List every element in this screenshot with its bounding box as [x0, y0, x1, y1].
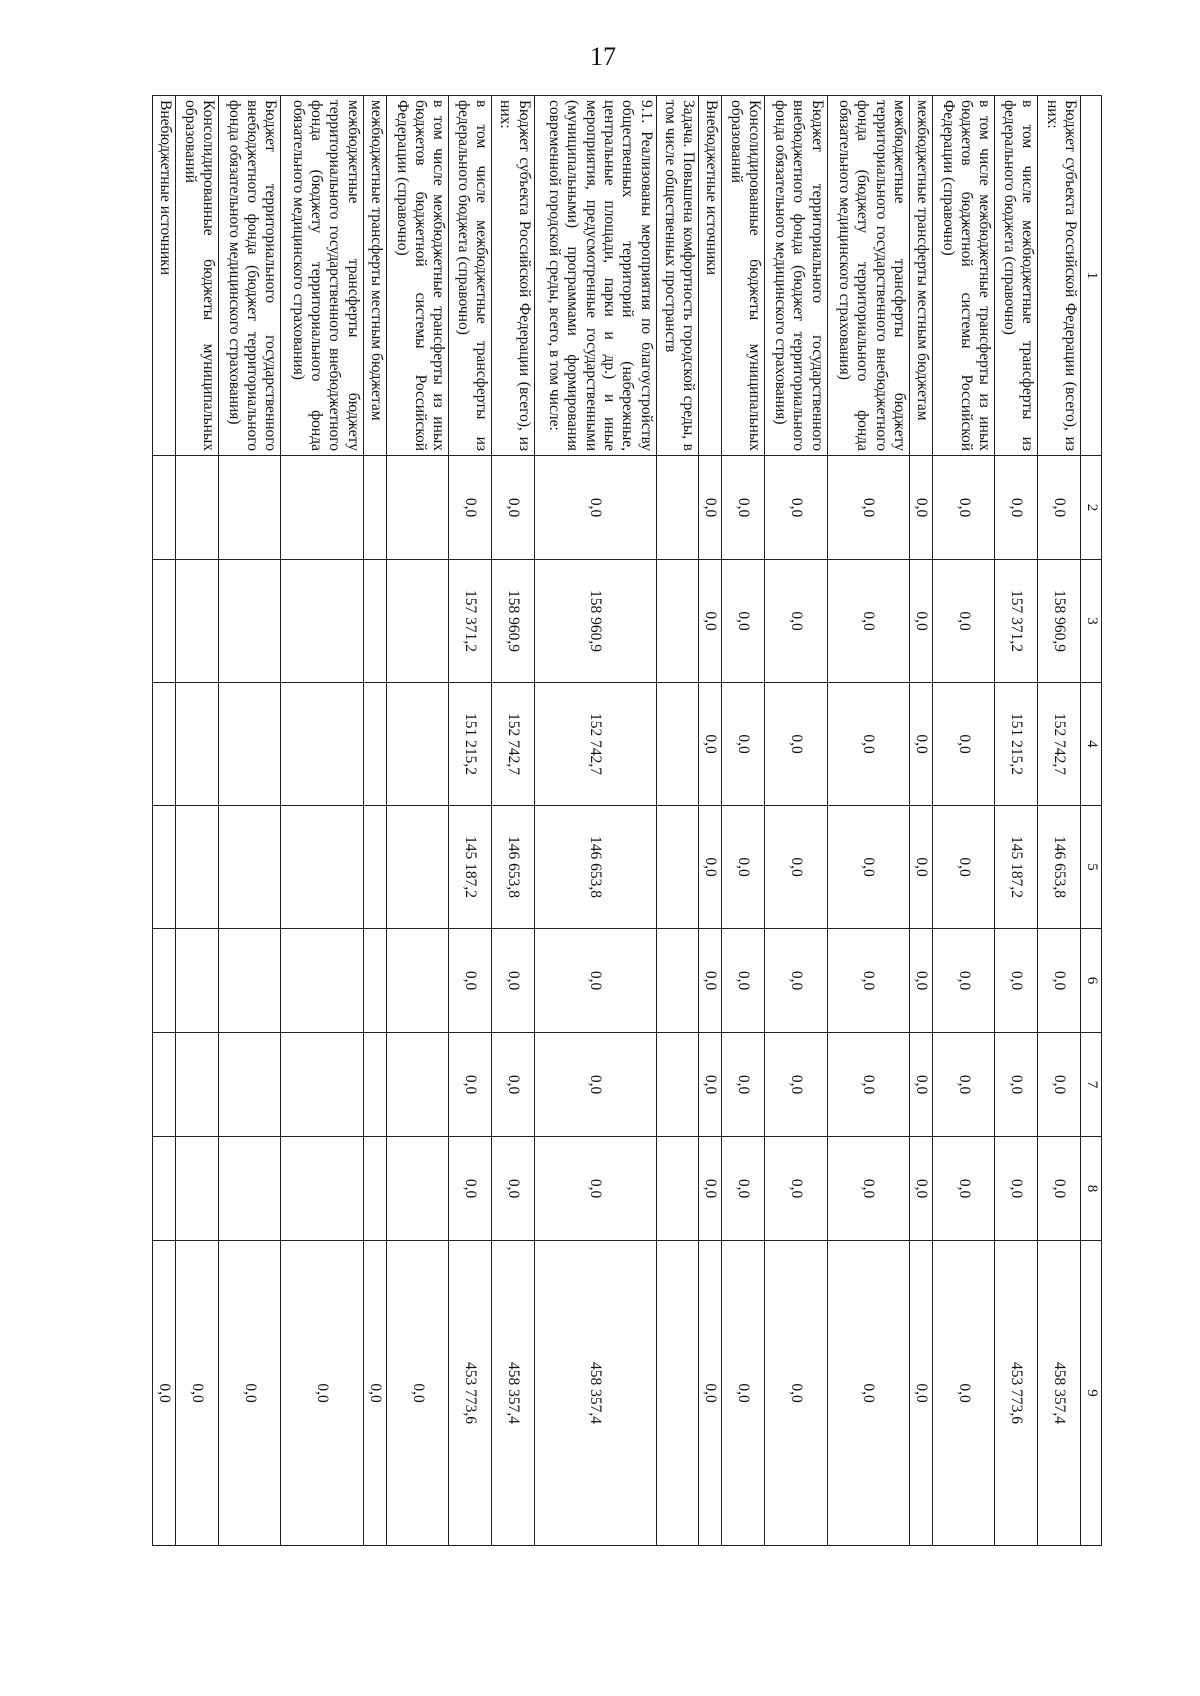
cell-value: 0,0: [827, 1241, 909, 1546]
cell-value: 0,0: [827, 456, 909, 560]
page-number-text: 17: [590, 42, 616, 71]
row-label: Внебюджетные источники: [153, 96, 176, 456]
cell-value: 0,0: [534, 1033, 656, 1137]
cell-value: 0,0: [722, 929, 765, 1033]
cell-value: 0,0: [492, 1137, 535, 1241]
cell-value: 0,0: [1038, 1137, 1081, 1241]
cell-value: 0,0: [534, 1137, 656, 1241]
budget-table: [152, 95, 1102, 1546]
cell-value: [176, 560, 219, 683]
cell-value: 458 357,4: [534, 1241, 656, 1546]
cell-value: [656, 1137, 699, 1241]
cell-value: 0,0: [699, 1137, 722, 1241]
cell-value: 0,0: [909, 1241, 932, 1546]
cell-value: 0,0: [932, 456, 995, 560]
cell-value: [656, 683, 699, 806]
cell-value: 158 960,9: [1038, 560, 1081, 683]
cell-value: 0,0: [827, 1137, 909, 1241]
cell-value: [176, 1137, 219, 1241]
cell-value: [386, 1137, 449, 1241]
row-label: Консолидированные бюджеты муниципальных образований: [176, 96, 219, 456]
cell-value: [281, 929, 363, 1033]
cell-value: 0,0: [932, 560, 995, 683]
cell-value: 0,0: [722, 1241, 765, 1546]
cell-value: [656, 1241, 699, 1546]
cell-value: 0,0: [995, 456, 1038, 560]
cell-value: 0,0: [281, 1241, 363, 1546]
cell-value: 0,0: [722, 1033, 765, 1137]
row-label: Внебюджетные источники: [699, 96, 722, 456]
cell-value: 0,0: [932, 806, 995, 929]
cell-value: [153, 560, 176, 683]
table-row: [932, 96, 995, 1546]
row-label: межбюджетные трансферты бюджету территориального государственного внебюджетного фонда (бюджету территориального фонда обязательного медицинского страхования): [827, 96, 909, 456]
column-header: 6: [1081, 929, 1102, 1033]
cell-value: [656, 456, 699, 560]
cell-value: 0,0: [995, 1137, 1038, 1241]
table-row: [492, 96, 535, 1546]
row-label: в том числе межбюджетные трансферты из иных бюджетов бюджетной системы Российской Федерации (справочно): [932, 96, 995, 456]
cell-value: [386, 560, 449, 683]
row-label: межбюджетные трансферты местным бюджетам: [363, 96, 386, 456]
cell-value: 0,0: [765, 929, 828, 1033]
cell-value: 0,0: [1038, 929, 1081, 1033]
cell-value: 0,0: [765, 683, 828, 806]
table-row: [699, 96, 722, 1546]
cell-value: 0,0: [932, 929, 995, 1033]
cell-value: 458 357,4: [492, 1241, 535, 1546]
table-row: [534, 96, 656, 1546]
cell-value: 152 742,7: [1038, 683, 1081, 806]
cell-value: 0,0: [492, 456, 535, 560]
cell-value: 145 187,2: [449, 806, 492, 929]
cell-value: 0,0: [699, 560, 722, 683]
cell-value: 0,0: [492, 929, 535, 1033]
cell-value: 152 742,7: [534, 683, 656, 806]
cell-value: [363, 560, 386, 683]
cell-value: 0,0: [722, 560, 765, 683]
cell-value: 0,0: [699, 1241, 722, 1546]
cell-value: 0,0: [827, 683, 909, 806]
cell-value: 0,0: [827, 560, 909, 683]
table-row: [722, 96, 765, 1546]
cell-value: 145 187,2: [995, 806, 1038, 929]
cell-value: 0,0: [722, 456, 765, 560]
cell-value: 0,0: [909, 683, 932, 806]
cell-value: 453 773,6: [449, 1241, 492, 1546]
cell-value: 0,0: [995, 929, 1038, 1033]
cell-value: [363, 1033, 386, 1137]
table-row: [827, 96, 909, 1546]
cell-value: 0,0: [449, 929, 492, 1033]
row-label: Бюджет территориального государственного внебюджетного фонда (бюджет территориального фонда обязательного медицинского страхования): [765, 96, 828, 456]
cell-value: 458 357,4: [1038, 1241, 1081, 1546]
cell-value: [386, 683, 449, 806]
table-row: [765, 96, 828, 1546]
cell-value: 0,0: [909, 1033, 932, 1137]
row-label: межбюджетные трансферты бюджету территориального государственного внебюджетного фонда (бюджету территориального фонда обязательного медицинского страхования): [281, 96, 363, 456]
cell-value: [386, 1033, 449, 1137]
cell-value: 0,0: [176, 1241, 219, 1546]
cell-value: 0,0: [765, 1033, 828, 1137]
cell-value: 0,0: [699, 683, 722, 806]
cell-value: 0,0: [827, 806, 909, 929]
cell-value: [363, 683, 386, 806]
row-label: Консолидированные бюджеты муниципальных образований: [722, 96, 765, 456]
table-row: [656, 96, 699, 1546]
cell-value: [363, 929, 386, 1033]
cell-value: 157 371,2: [995, 560, 1038, 683]
cell-value: 157 371,2: [449, 560, 492, 683]
cell-value: 0,0: [932, 1033, 995, 1137]
row-label: Бюджет территориального государственного внебюджетного фонда (бюджет территориального фонда обязательного медицинского страхования): [218, 96, 281, 456]
row-label: Задача. Повышена комфортность городской среды, в том числе общественных пространств: [656, 96, 699, 456]
cell-value: 0,0: [932, 683, 995, 806]
column-header: 8: [1081, 1137, 1102, 1241]
cell-value: [218, 806, 281, 929]
table-row: [363, 96, 386, 1546]
cell-value: 0,0: [699, 456, 722, 560]
cell-value: [176, 1033, 219, 1137]
table-row: [449, 96, 492, 1546]
cell-value: 0,0: [449, 1137, 492, 1241]
cell-value: 151 215,2: [449, 683, 492, 806]
cell-value: 0,0: [722, 806, 765, 929]
column-header: 3: [1081, 560, 1102, 683]
cell-value: [176, 929, 219, 1033]
cell-value: 0,0: [449, 456, 492, 560]
cell-value: [153, 929, 176, 1033]
cell-value: 0,0: [995, 1033, 1038, 1137]
cell-value: 0,0: [492, 1033, 535, 1137]
cell-value: [363, 1137, 386, 1241]
cell-value: [218, 1033, 281, 1137]
cell-value: [281, 683, 363, 806]
cell-value: 0,0: [1038, 456, 1081, 560]
column-header: 9: [1081, 1241, 1102, 1546]
cell-value: 0,0: [765, 1137, 828, 1241]
cell-value: 0,0: [909, 560, 932, 683]
cell-value: 0,0: [534, 456, 656, 560]
cell-value: 146 653,8: [492, 806, 535, 929]
cell-value: [363, 806, 386, 929]
table-row: [176, 96, 219, 1546]
cell-value: 152 742,7: [492, 683, 535, 806]
cell-value: 0,0: [909, 1137, 932, 1241]
cell-value: 0,0: [765, 456, 828, 560]
cell-value: [176, 456, 219, 560]
cell-value: [218, 1137, 281, 1241]
cell-value: 0,0: [699, 929, 722, 1033]
cell-value: [176, 806, 219, 929]
cell-value: [153, 806, 176, 929]
cell-value: 0,0: [699, 1033, 722, 1137]
column-header: 4: [1081, 683, 1102, 806]
cell-value: [218, 929, 281, 1033]
cell-value: [656, 929, 699, 1033]
cell-value: 0,0: [909, 929, 932, 1033]
table-row: [386, 96, 449, 1546]
cell-value: 0,0: [1038, 1033, 1081, 1137]
column-header: 2: [1081, 456, 1102, 560]
cell-value: [656, 560, 699, 683]
row-label: межбюджетные трансферты местным бюджетам: [909, 96, 932, 456]
cell-value: 158 960,9: [534, 560, 656, 683]
column-header: 1: [1081, 96, 1102, 456]
cell-value: [281, 1137, 363, 1241]
cell-value: [281, 560, 363, 683]
cell-value: 0,0: [932, 1241, 995, 1546]
cell-value: [153, 456, 176, 560]
cell-value: 0,0: [722, 1137, 765, 1241]
row-label: 9.1. Реализованы мероприятия по благоустройству общественных территорий (набережные, центральные площади, парки и др.) и иные мероприятия, предусмотренные государственными (муниципальными) программами формирования современной городской среды, всего, в том числе:: [534, 96, 656, 456]
cell-value: [281, 1033, 363, 1137]
cell-value: 0,0: [765, 560, 828, 683]
cell-value: 0,0: [765, 806, 828, 929]
cell-value: 453 773,6: [995, 1241, 1038, 1546]
header-row: [1081, 96, 1102, 1546]
cell-value: 0,0: [722, 683, 765, 806]
cell-value: [656, 1033, 699, 1137]
cell-value: 0,0: [827, 929, 909, 1033]
cell-value: 0,0: [827, 1033, 909, 1137]
cell-value: 146 653,8: [534, 806, 656, 929]
table-body: [153, 96, 1081, 1546]
table-row: [281, 96, 363, 1546]
cell-value: [363, 456, 386, 560]
row-label: в том числе межбюджетные трансферты из федерального бюджета (справочно): [995, 96, 1038, 456]
table-row: [995, 96, 1038, 1546]
cell-value: 0,0: [363, 1241, 386, 1546]
cell-value: [281, 456, 363, 560]
cell-value: 0,0: [449, 1033, 492, 1137]
cell-value: 158 960,9: [492, 560, 535, 683]
row-label: Бюджет субъекта Российской Федерации (всего), из них:: [1038, 96, 1081, 456]
table-row: [153, 96, 176, 1546]
cell-value: 0,0: [909, 456, 932, 560]
cell-value: 146 653,8: [1038, 806, 1081, 929]
cell-value: [218, 560, 281, 683]
cell-value: 0,0: [386, 1241, 449, 1546]
cell-value: [386, 806, 449, 929]
cell-value: [153, 1137, 176, 1241]
row-label: в том числе межбюджетные трансферты из иных бюджетов бюджетной системы Российской Федерации (справочно): [386, 96, 449, 456]
column-header: 5: [1081, 806, 1102, 929]
cell-value: 0,0: [218, 1241, 281, 1546]
cell-value: [386, 929, 449, 1033]
cell-value: 151 215,2: [995, 683, 1038, 806]
table-row: [1038, 96, 1081, 1546]
cell-value: 0,0: [932, 1137, 995, 1241]
rotated-table-container: [152, 95, 1102, 1545]
row-label: Бюджет субъекта Российской Федерации (всего), из них:: [492, 96, 535, 456]
cell-value: 0,0: [534, 929, 656, 1033]
cell-value: [176, 683, 219, 806]
table-row: [218, 96, 281, 1546]
cell-value: [153, 683, 176, 806]
cell-value: [218, 683, 281, 806]
cell-value: [281, 806, 363, 929]
table-row: [909, 96, 932, 1546]
cell-value: [386, 456, 449, 560]
cell-value: [218, 456, 281, 560]
cell-value: 0,0: [909, 806, 932, 929]
cell-value: 0,0: [765, 1241, 828, 1546]
cell-value: 0,0: [699, 806, 722, 929]
cell-value: [153, 1033, 176, 1137]
cell-value: [656, 806, 699, 929]
cell-value: 0,0: [153, 1241, 176, 1546]
column-header: 7: [1081, 1033, 1102, 1137]
row-label: в том числе межбюджетные трансферты из федерального бюджета (справочно): [449, 96, 492, 456]
